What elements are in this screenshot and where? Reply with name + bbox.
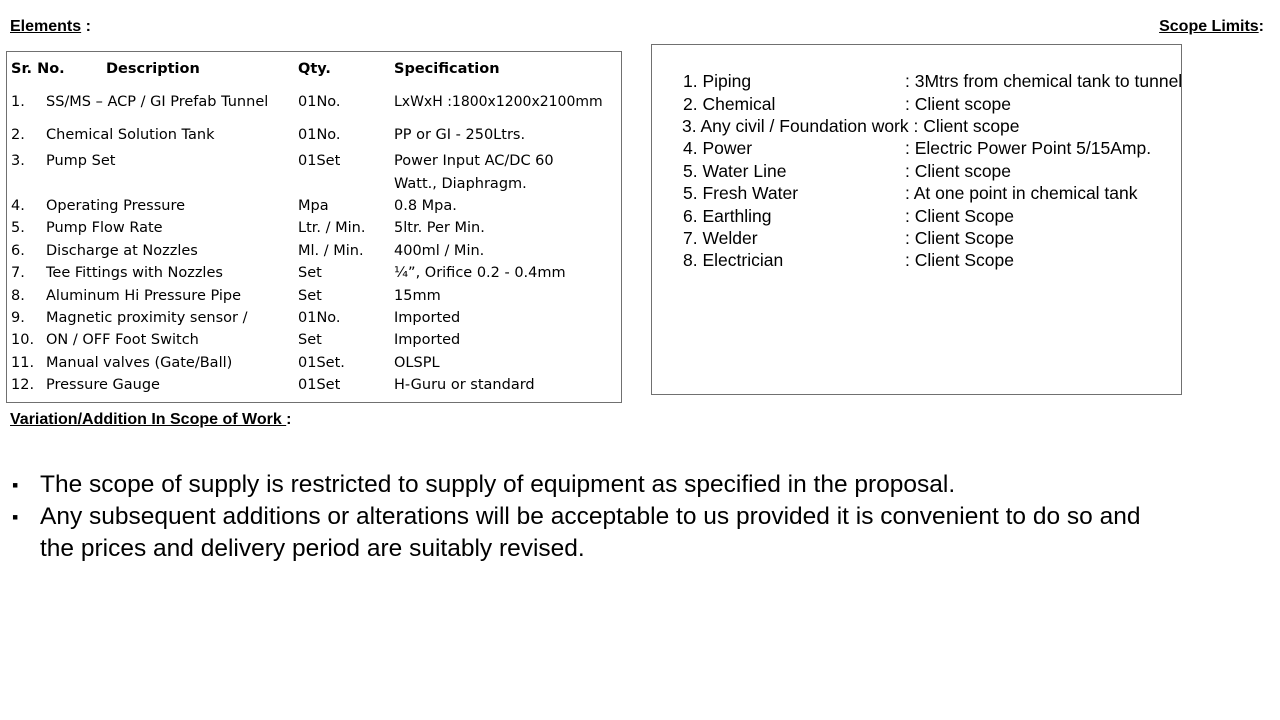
row-qty: 01No. [298, 127, 341, 143]
row-sr-no: 8. [11, 288, 25, 304]
scope-item [683, 205, 1014, 227]
scope-item-label: 4. Power [683, 138, 753, 158]
row-specification: OLSPL [394, 355, 440, 371]
row-specification: PP or GI - 250Ltrs. [394, 127, 526, 143]
bullet-item [12, 501, 1172, 565]
bullet-item [12, 469, 1172, 501]
row-sr-no: 1. [11, 94, 25, 110]
row-sr-no: 4. [11, 198, 25, 214]
row-specification: 0.8 Mpa. [394, 198, 457, 214]
variation-bullets [12, 469, 1172, 565]
variation-heading-colon: : [286, 411, 292, 428]
scope-limits-heading [1159, 18, 1264, 36]
row-description: Discharge at Nozzles [46, 243, 198, 259]
scope-item-value: : At one point in chemical tank [905, 183, 1138, 203]
row-description: Pump Flow Rate [46, 220, 163, 236]
square-bullet-icon: ▪ [12, 475, 19, 495]
scope-item [683, 70, 1183, 92]
variation-heading-text: Variation/Addition In Scope of Work [10, 411, 287, 428]
row-sr-no: 7. [11, 265, 25, 281]
row-qty: 01No. [298, 310, 341, 326]
scope-item-value: : 3Mtrs from chemical tank to tunnel [905, 71, 1183, 91]
scope-item-value: : Client scope [905, 94, 1012, 114]
row-description: Pressure Gauge [46, 377, 160, 393]
variation-heading [10, 411, 292, 429]
scope-item-value: : Electric Power Point 5/15Amp. [905, 138, 1152, 158]
scope-item-label: 5. Water Line [683, 161, 787, 181]
row-qty: 01Set [298, 153, 341, 169]
row-description: Pump Set [46, 153, 116, 169]
row-sr-no: 5. [11, 220, 25, 236]
scope-item-value: : Client Scope [905, 228, 1014, 248]
scope-item [683, 137, 1152, 159]
scope-item-label: 8. Electrician [683, 250, 784, 270]
row-sr-no: 3. [11, 153, 25, 169]
row-description: ON / OFF Foot Switch [46, 332, 199, 348]
scope-item-label: 6. Earthling [683, 206, 772, 226]
row-description: Aluminum Hi Pressure Pipe [46, 288, 242, 304]
scope-item-label: 5. Fresh Water [683, 183, 799, 203]
row-qty: 01No. [298, 94, 341, 110]
scope-item [683, 227, 1014, 249]
row-specification: 5ltr. Per Min. [394, 220, 485, 236]
row-sr-no: 6. [11, 243, 25, 259]
row-description: SS/MS – ACP / GI Prefab Tunnel [46, 94, 269, 110]
row-specification-line-2: Watt., Diaphragm. [394, 176, 527, 192]
row-description: Manual valves (Gate/Ball) [46, 355, 233, 371]
scope-item [683, 160, 1012, 182]
scope-item-value: : Client scope [905, 161, 1012, 181]
scope-limits-box [651, 44, 1182, 395]
column-header-specification: Specification [394, 61, 500, 77]
row-description: Magnetic proximity sensor / [46, 310, 248, 326]
bullet-text: Any subsequent additions or alterations will be acceptable to us provided it is convenient to do so and the prices and delivery period are suitably revised. [40, 503, 1141, 562]
scope-item-value: : Client Scope [905, 250, 1014, 270]
scope-item [683, 249, 1014, 271]
row-qty: 01Set [298, 377, 341, 393]
row-qty: Set [298, 288, 322, 304]
row-sr-no: 10. [11, 332, 35, 348]
row-qty: Set [298, 332, 322, 348]
scope-item-label: 2. Chemical [683, 94, 776, 114]
scope-item [683, 182, 1138, 204]
bullet-text: The scope of supply is restricted to supply of equipment as specified in the proposal. [40, 471, 956, 498]
scope-item-value: : Client Scope [905, 206, 1014, 226]
row-qty: Ml. / Min. [298, 243, 364, 259]
row-specification: 15mm [394, 288, 441, 304]
row-specification: Imported [394, 310, 461, 326]
row-description: Operating Pressure [46, 198, 186, 214]
column-header-description: Description [106, 61, 200, 77]
row-sr-no: 12. [11, 377, 35, 393]
scope-item-label: 3. Any civil / Foundation work : Client scope [682, 116, 1020, 136]
row-specification: ¼”, Orifice 0.2 - 0.4mm [394, 265, 566, 281]
elements-heading-colon: : [81, 18, 91, 35]
row-qty: Ltr. / Min. [298, 220, 366, 236]
scope-item-label: 7. Welder [683, 228, 758, 248]
column-header-sr-no: Sr. No. [11, 61, 65, 77]
row-specification: Imported [394, 332, 461, 348]
column-header-qty: Qty. [298, 61, 331, 77]
row-description: Chemical Solution Tank [46, 127, 215, 143]
row-qty: 01Set. [298, 355, 345, 371]
elements-heading-text: Elements [10, 18, 82, 35]
row-specification: Power Input AC/DC 60 [394, 153, 554, 169]
scope-item [682, 115, 1020, 137]
row-description: Tee Fittings with Nozzles [46, 265, 223, 281]
row-sr-no: 11. [11, 355, 35, 371]
scope-limits-heading-text: Scope Limits [1159, 18, 1259, 35]
row-qty: Mpa [298, 198, 329, 214]
scope-item [683, 93, 1012, 115]
row-specification: 400ml / Min. [394, 243, 485, 259]
row-sr-no: 9. [11, 310, 25, 326]
scope-limits-heading-colon: : [1258, 18, 1264, 35]
elements-table [6, 51, 622, 403]
row-specification: H-Guru or standard [394, 377, 535, 393]
row-sr-no: 2. [11, 127, 25, 143]
row-qty: Set [298, 265, 322, 281]
scope-item-label: 1. Piping [683, 71, 752, 91]
elements-heading [10, 18, 91, 36]
square-bullet-icon: ▪ [12, 507, 19, 527]
row-specification: LxWxH :1800x1200x2100mm [394, 94, 603, 110]
